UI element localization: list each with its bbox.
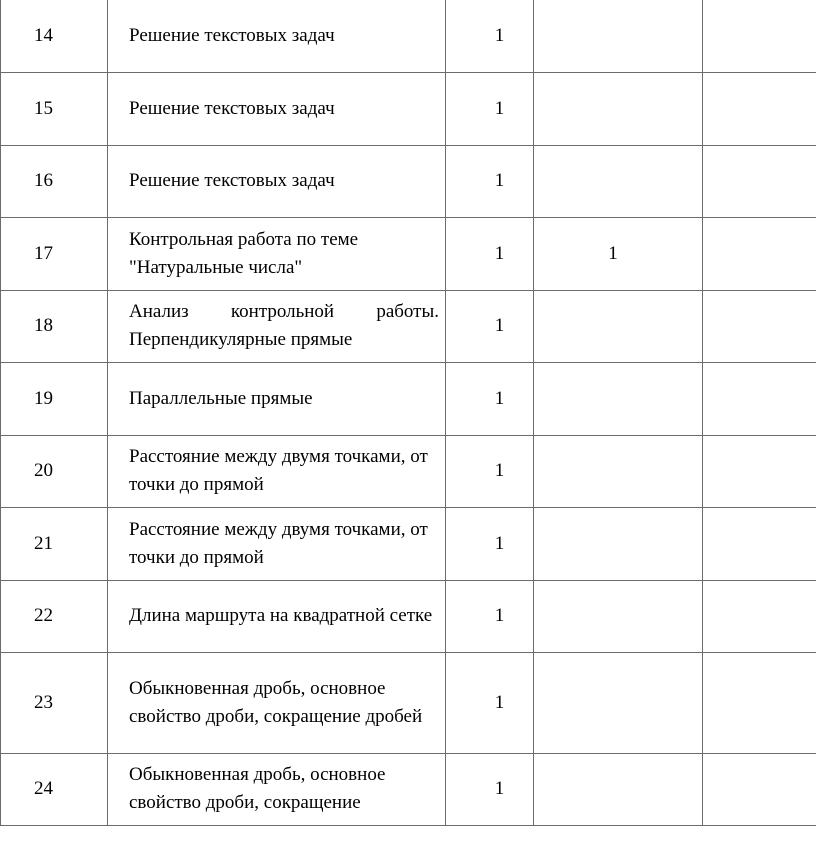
table-row [1, 217, 816, 290]
lesson-number: 19 [1, 362, 108, 435]
lesson-topic: Параллельные прямые [108, 362, 446, 435]
lesson-topic: Анализ контрольной работы. Перпендикулярные прямые [108, 290, 446, 362]
control-work-cell [534, 753, 703, 825]
lesson-number: 20 [1, 435, 108, 507]
lesson-hours: 1 [446, 290, 534, 362]
lesson-topic: Обыкновенная дробь, основное свойство дроби, сокращение [108, 753, 446, 825]
extra-cell [703, 753, 816, 825]
table-row [1, 580, 816, 652]
table-row [1, 652, 816, 753]
table-row [1, 145, 816, 217]
table-row [1, 362, 816, 435]
control-work-cell [534, 72, 703, 145]
lesson-number: 18 [1, 290, 108, 362]
lesson-hours: 1 [446, 580, 534, 652]
lesson-number: 17 [1, 217, 108, 290]
lesson-topic: Решение текстовых задач [108, 0, 446, 72]
control-work-cell [534, 362, 703, 435]
lesson-hours: 1 [446, 652, 534, 753]
lesson-number: 22 [1, 580, 108, 652]
table-row [1, 0, 816, 72]
control-work-cell [534, 0, 703, 72]
lesson-number: 24 [1, 753, 108, 825]
lesson-topic: Длина маршрута на квадратной сетке [108, 580, 446, 652]
table-row [1, 753, 816, 825]
control-work-cell [534, 145, 703, 217]
extra-cell [703, 217, 816, 290]
lesson-hours: 1 [446, 435, 534, 507]
extra-cell [703, 362, 816, 435]
lesson-number: 15 [1, 72, 108, 145]
extra-cell [703, 435, 816, 507]
lesson-topic: Решение текстовых задач [108, 72, 446, 145]
extra-cell [703, 290, 816, 362]
table-row [1, 72, 816, 145]
lesson-number: 21 [1, 507, 108, 580]
lesson-hours: 1 [446, 217, 534, 290]
table-row [1, 507, 816, 580]
lesson-hours: 1 [446, 145, 534, 217]
table-row [1, 435, 816, 507]
control-work-cell [534, 507, 703, 580]
table-row [1, 290, 816, 362]
lesson-hours: 1 [446, 362, 534, 435]
lesson-topic: Расстояние между двумя точками, от точки до прямой [108, 507, 446, 580]
lesson-number: 14 [1, 0, 108, 72]
extra-cell [703, 145, 816, 217]
lesson-hours: 1 [446, 72, 534, 145]
lesson-topic: Решение текстовых задач [108, 145, 446, 217]
lesson-topic: Обыкновенная дробь, основное свойство дроби, сокращение дробей [108, 652, 446, 753]
lesson-topic: Контрольная работа по теме "Натуральные числа" [108, 217, 446, 290]
lesson-hours: 1 [446, 0, 534, 72]
extra-cell [703, 507, 816, 580]
lesson-hours: 1 [446, 753, 534, 825]
lesson-topic: Расстояние между двумя точками, от точки до прямой [108, 435, 446, 507]
control-work-cell [534, 435, 703, 507]
extra-cell [703, 0, 816, 72]
control-work-cell: 1 [534, 217, 703, 290]
lesson-hours: 1 [446, 507, 534, 580]
lesson-number: 16 [1, 145, 108, 217]
control-work-cell [534, 580, 703, 652]
extra-cell [703, 580, 816, 652]
lesson-number: 23 [1, 652, 108, 753]
extra-cell [703, 652, 816, 753]
control-work-cell [534, 290, 703, 362]
control-work-cell [534, 652, 703, 753]
extra-cell [703, 72, 816, 145]
